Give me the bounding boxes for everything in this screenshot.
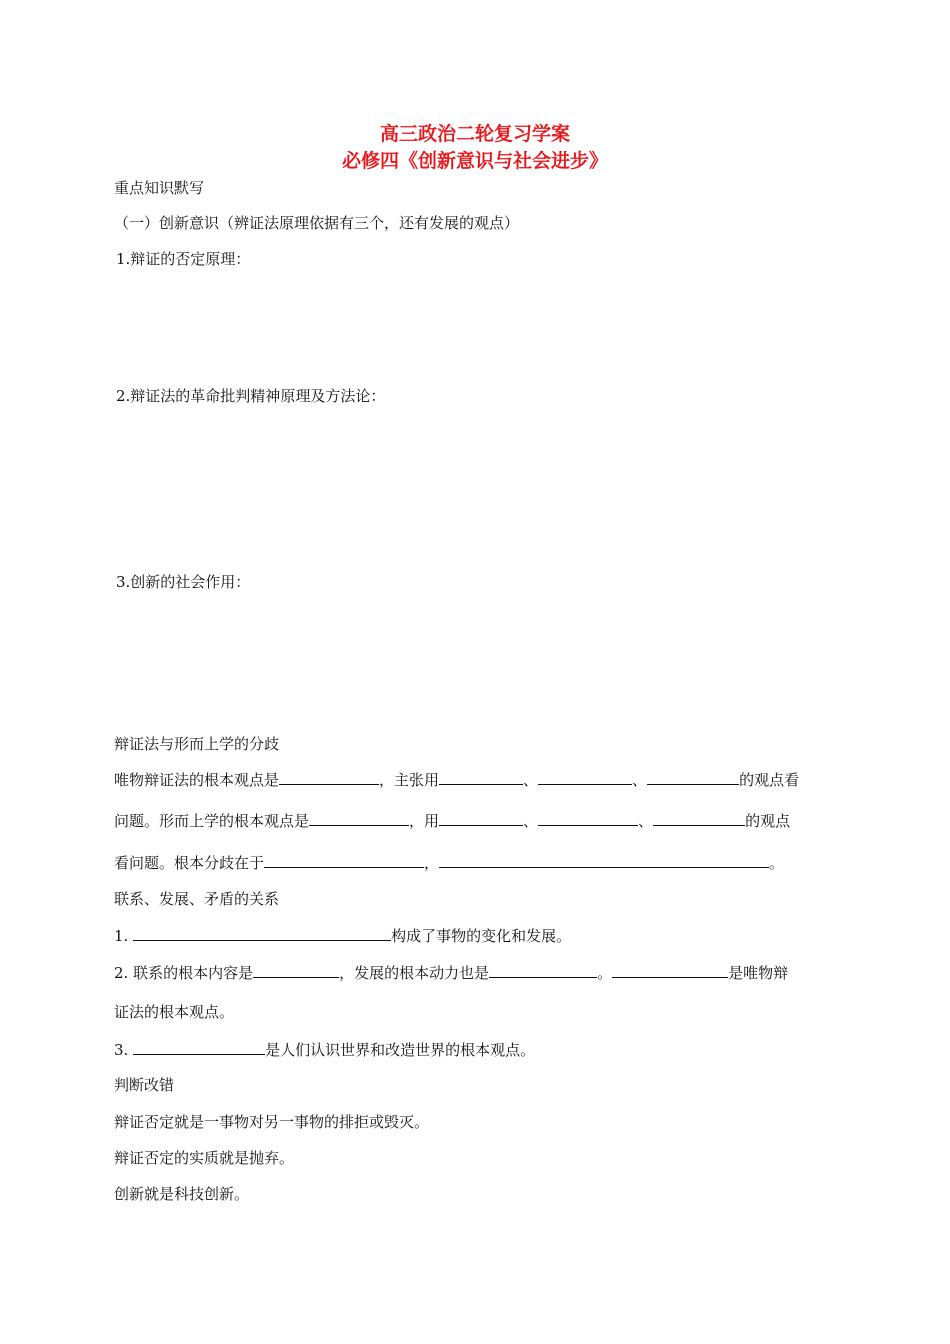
question-1: 1.辩证的否定原理： [116, 250, 251, 268]
relations-item-1 [114, 925, 571, 946]
text-segment: 唯物辩证法的根本观点是 [114, 771, 280, 789]
fill-line-2 [114, 810, 790, 831]
relations-item-3 [114, 1039, 535, 1060]
document-title: 高三政治二轮复习学案 [379, 123, 570, 145]
text-segment: 。 [769, 854, 785, 872]
text-segment: ，主张用 [379, 771, 440, 789]
blank-field[interactable] [309, 810, 409, 826]
blank-field[interactable] [647, 769, 739, 785]
text-segment: 、 [523, 812, 539, 830]
text-segment: 看问题。根本分歧在于 [114, 854, 265, 872]
text-segment: ，用 [409, 812, 440, 830]
text-segment: 、 [632, 771, 648, 789]
item-number: 2. [114, 964, 129, 982]
document-subtitle: 必修四《创新意识与社会进步》 [341, 150, 608, 172]
item-number: 1. [114, 927, 129, 945]
text-segment: 。 [597, 964, 613, 982]
statement-3: 创新就是科技创新。 [114, 1185, 250, 1203]
blank-field[interactable] [538, 810, 638, 826]
statement-2: 辩证否定的实质就是抛弃。 [114, 1149, 295, 1167]
text-segment: 的观点看 [739, 771, 800, 789]
question-2: 2.辩证法的革命批判精神原理及方法论： [116, 387, 386, 405]
text-segment: 问题。形而上学的根本观点是 [114, 812, 310, 830]
text-segment: 、 [638, 812, 654, 830]
blank-field[interactable] [612, 962, 728, 978]
relations-item-2 [114, 962, 788, 983]
blank-field[interactable] [133, 1039, 265, 1055]
blank-field[interactable] [279, 769, 379, 785]
fill-line-1 [114, 769, 799, 790]
section-heading-dialectics: 辩证法与形而上学的分歧 [114, 735, 280, 753]
text-segment: ， [424, 854, 440, 872]
relations-item-2-continued: 证法的根本观点。 [114, 1003, 235, 1021]
text-segment: 、 [523, 771, 539, 789]
statement-1: 辩证否定就是一事物对另一事物的排拒或毁灭。 [114, 1113, 430, 1131]
text-segment: 联系的根本内容是 [133, 964, 254, 982]
question-3: 3.创新的社会作用： [116, 573, 251, 591]
blank-field[interactable] [133, 925, 391, 941]
blank-field[interactable] [264, 852, 424, 868]
blank-field[interactable] [653, 810, 745, 826]
item-number: 3. [114, 1041, 129, 1059]
text-segment: 是唯物辩 [728, 964, 789, 982]
section-heading-relations: 联系、发展、矛盾的关系 [114, 890, 280, 908]
blank-field[interactable] [489, 962, 597, 978]
text-segment: 的观点 [745, 812, 791, 830]
text-segment: 构成了事物的变化和发展。 [391, 927, 572, 945]
text-segment: 是人们认识世界和改造世界的根本观点。 [265, 1041, 536, 1059]
fill-line-3 [114, 852, 784, 873]
blank-field[interactable] [439, 810, 523, 826]
text-segment: ，发展的根本动力也是 [339, 964, 490, 982]
subsection-heading-innovation: （一）创新意识（辨证法原理依据有三个，还有发展的观点） [114, 214, 520, 232]
section-heading-judge-correct: 判断改错 [114, 1076, 175, 1094]
blank-field[interactable] [439, 852, 769, 868]
blank-field[interactable] [253, 962, 339, 978]
blank-field[interactable] [439, 769, 523, 785]
blank-field[interactable] [538, 769, 632, 785]
section-heading-key-knowledge: 重点知识默写 [114, 179, 205, 197]
